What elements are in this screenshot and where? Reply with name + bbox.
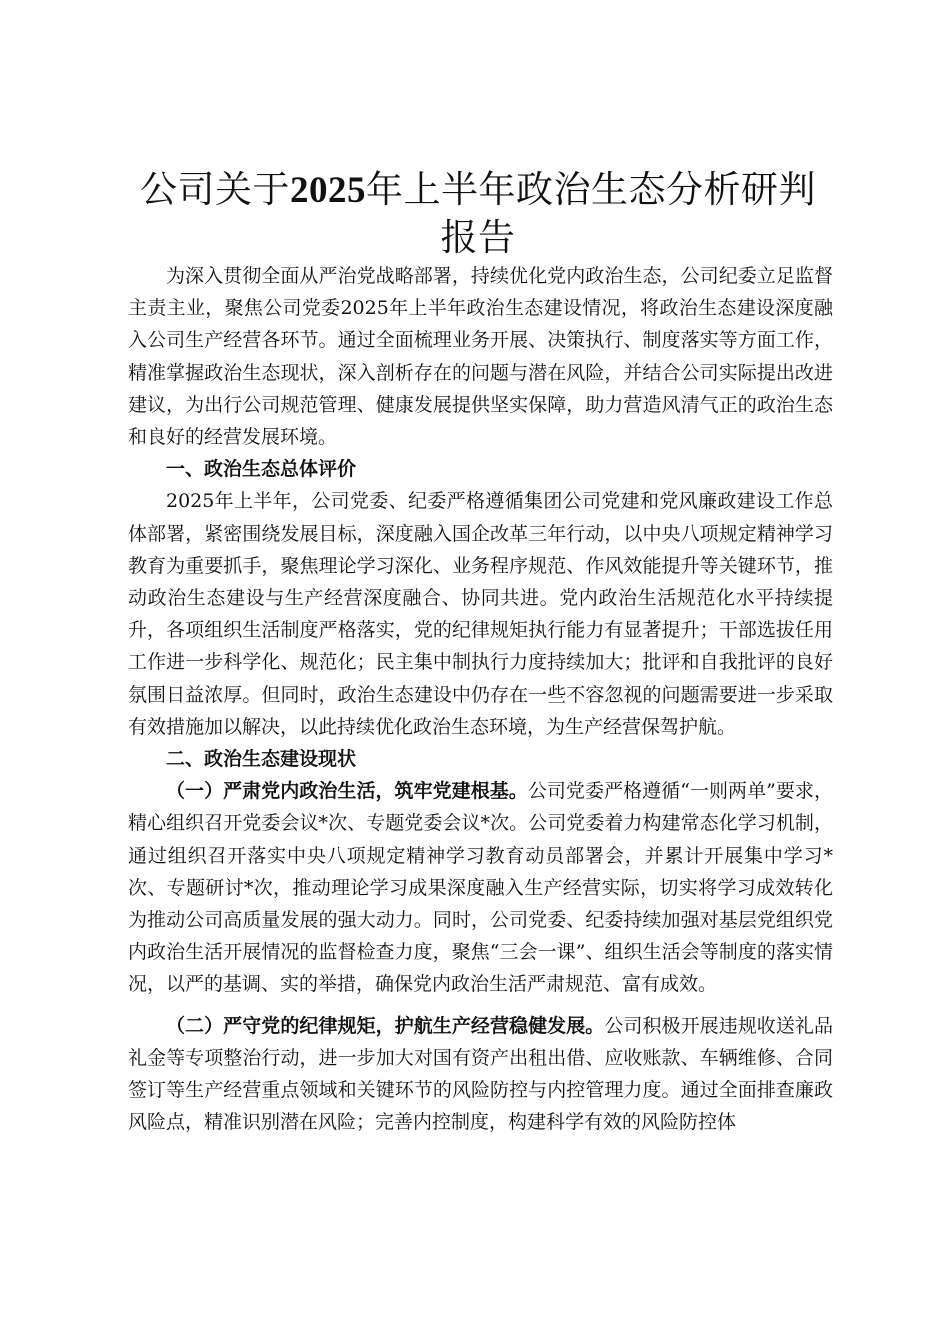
status-item-2-lead: （二）严守党的纪律规矩，护航生产经营稳健发展。 (166, 1014, 605, 1037)
intro-paragraph: 为深入贯彻全面从严治党战略部署，持续优化党内政治生态，公司纪委立足监督主责主业，聚焦公司党委2025年上半年政治生态建设情况，将政治生态建设深度融入公司生产经营各环节。通过全面梳理业务开展、决策执行、制度落实等方面工作，精准掌握政治生态现状，深入剖析存在的问题与潜在风险，并结合公司实际提出改进建议，为出行公司规范管理、健康发展提供坚实保障，助力营造风清气正的政治生态和良好的经营发展环境。 (128, 265, 833, 449)
status-item-2-paragraph (128, 1010, 833, 1139)
status-item-1-lead: （一）严肃党内政治生活，筑牢党建根基。 (166, 780, 528, 803)
section-heading-current-status: 二、政治生态建设现状 (166, 748, 357, 771)
section-heading-overall-evaluation: 一、政治生态总体评价 (166, 458, 357, 481)
status-item-2-body: 公司积极开展违规收送礼品礼金等专项整治行动，进一步加大对国有资产出租出借、应收账款、车辆维修、合同签订等生产经营重点领域和关键环节的风险防控与内控管理力度。通过全面排查廉政风险点，精准识别潜在风险；完善内控制度，构建科学有效的风险防控体 (128, 1014, 833, 1134)
status-item-1-paragraph (128, 775, 833, 1000)
status-item-1-body: 公司党委严格遵循“一则两单”要求，精心组织召开党委会议*次、专题党委会议*次。公司党委着力构建常态化学习机制，通过组织召开落实中央八项规定精神学习教育动员部署会，并累计开展集中学习*次、专题研讨*次，推动理论学习成果深度融入生产经营实际，切实将学习成效转化为推动公司高质量发展的强大动力。同时，公司党委、纪委持续加强对基层党组织党内政治生活开展情况的监督检查力度，聚焦“三会一课”、组织生活会等制度的落实情况，以严的基调、实的举措，确保党内政治生活严肃规范、富有成效。 (128, 780, 833, 996)
title-year: 2025 (290, 170, 366, 211)
document-body (128, 260, 833, 1138)
title-suffix: 年上半年政治生态分析研判报告 (366, 168, 816, 259)
overall-evaluation-paragraph: 2025年上半年，公司党委、纪委严格遵循集团公司党建和党风廉政建设工作总体部署，紧密围绕发展目标，深度融入国企改革三年行动，以中央八项规定精神学习教育为重要抓手，聚焦理论学习深化、业务程序规范、作风效能提升等关键环节，推动政治生态建设与生产经营深度融合、协同共进。党内政治生活规范化水平持续提升，各项组织生活制度严格落实，党的纪律规矩执行能力有显著提升；干部选拔任用工作进一步科学化、规范化；民主集中制执行力度持续加大；批评和自我批评的良好氛围日益浓厚。但同时，政治生态建设中仍存在一些不容忽视的问题需要进一步采取有效措施加以解决，以此持续优化政治生态环境，为生产经营保驾护航。 (128, 490, 833, 738)
document-title (128, 166, 828, 261)
title-prefix: 公司关于 (140, 168, 290, 211)
